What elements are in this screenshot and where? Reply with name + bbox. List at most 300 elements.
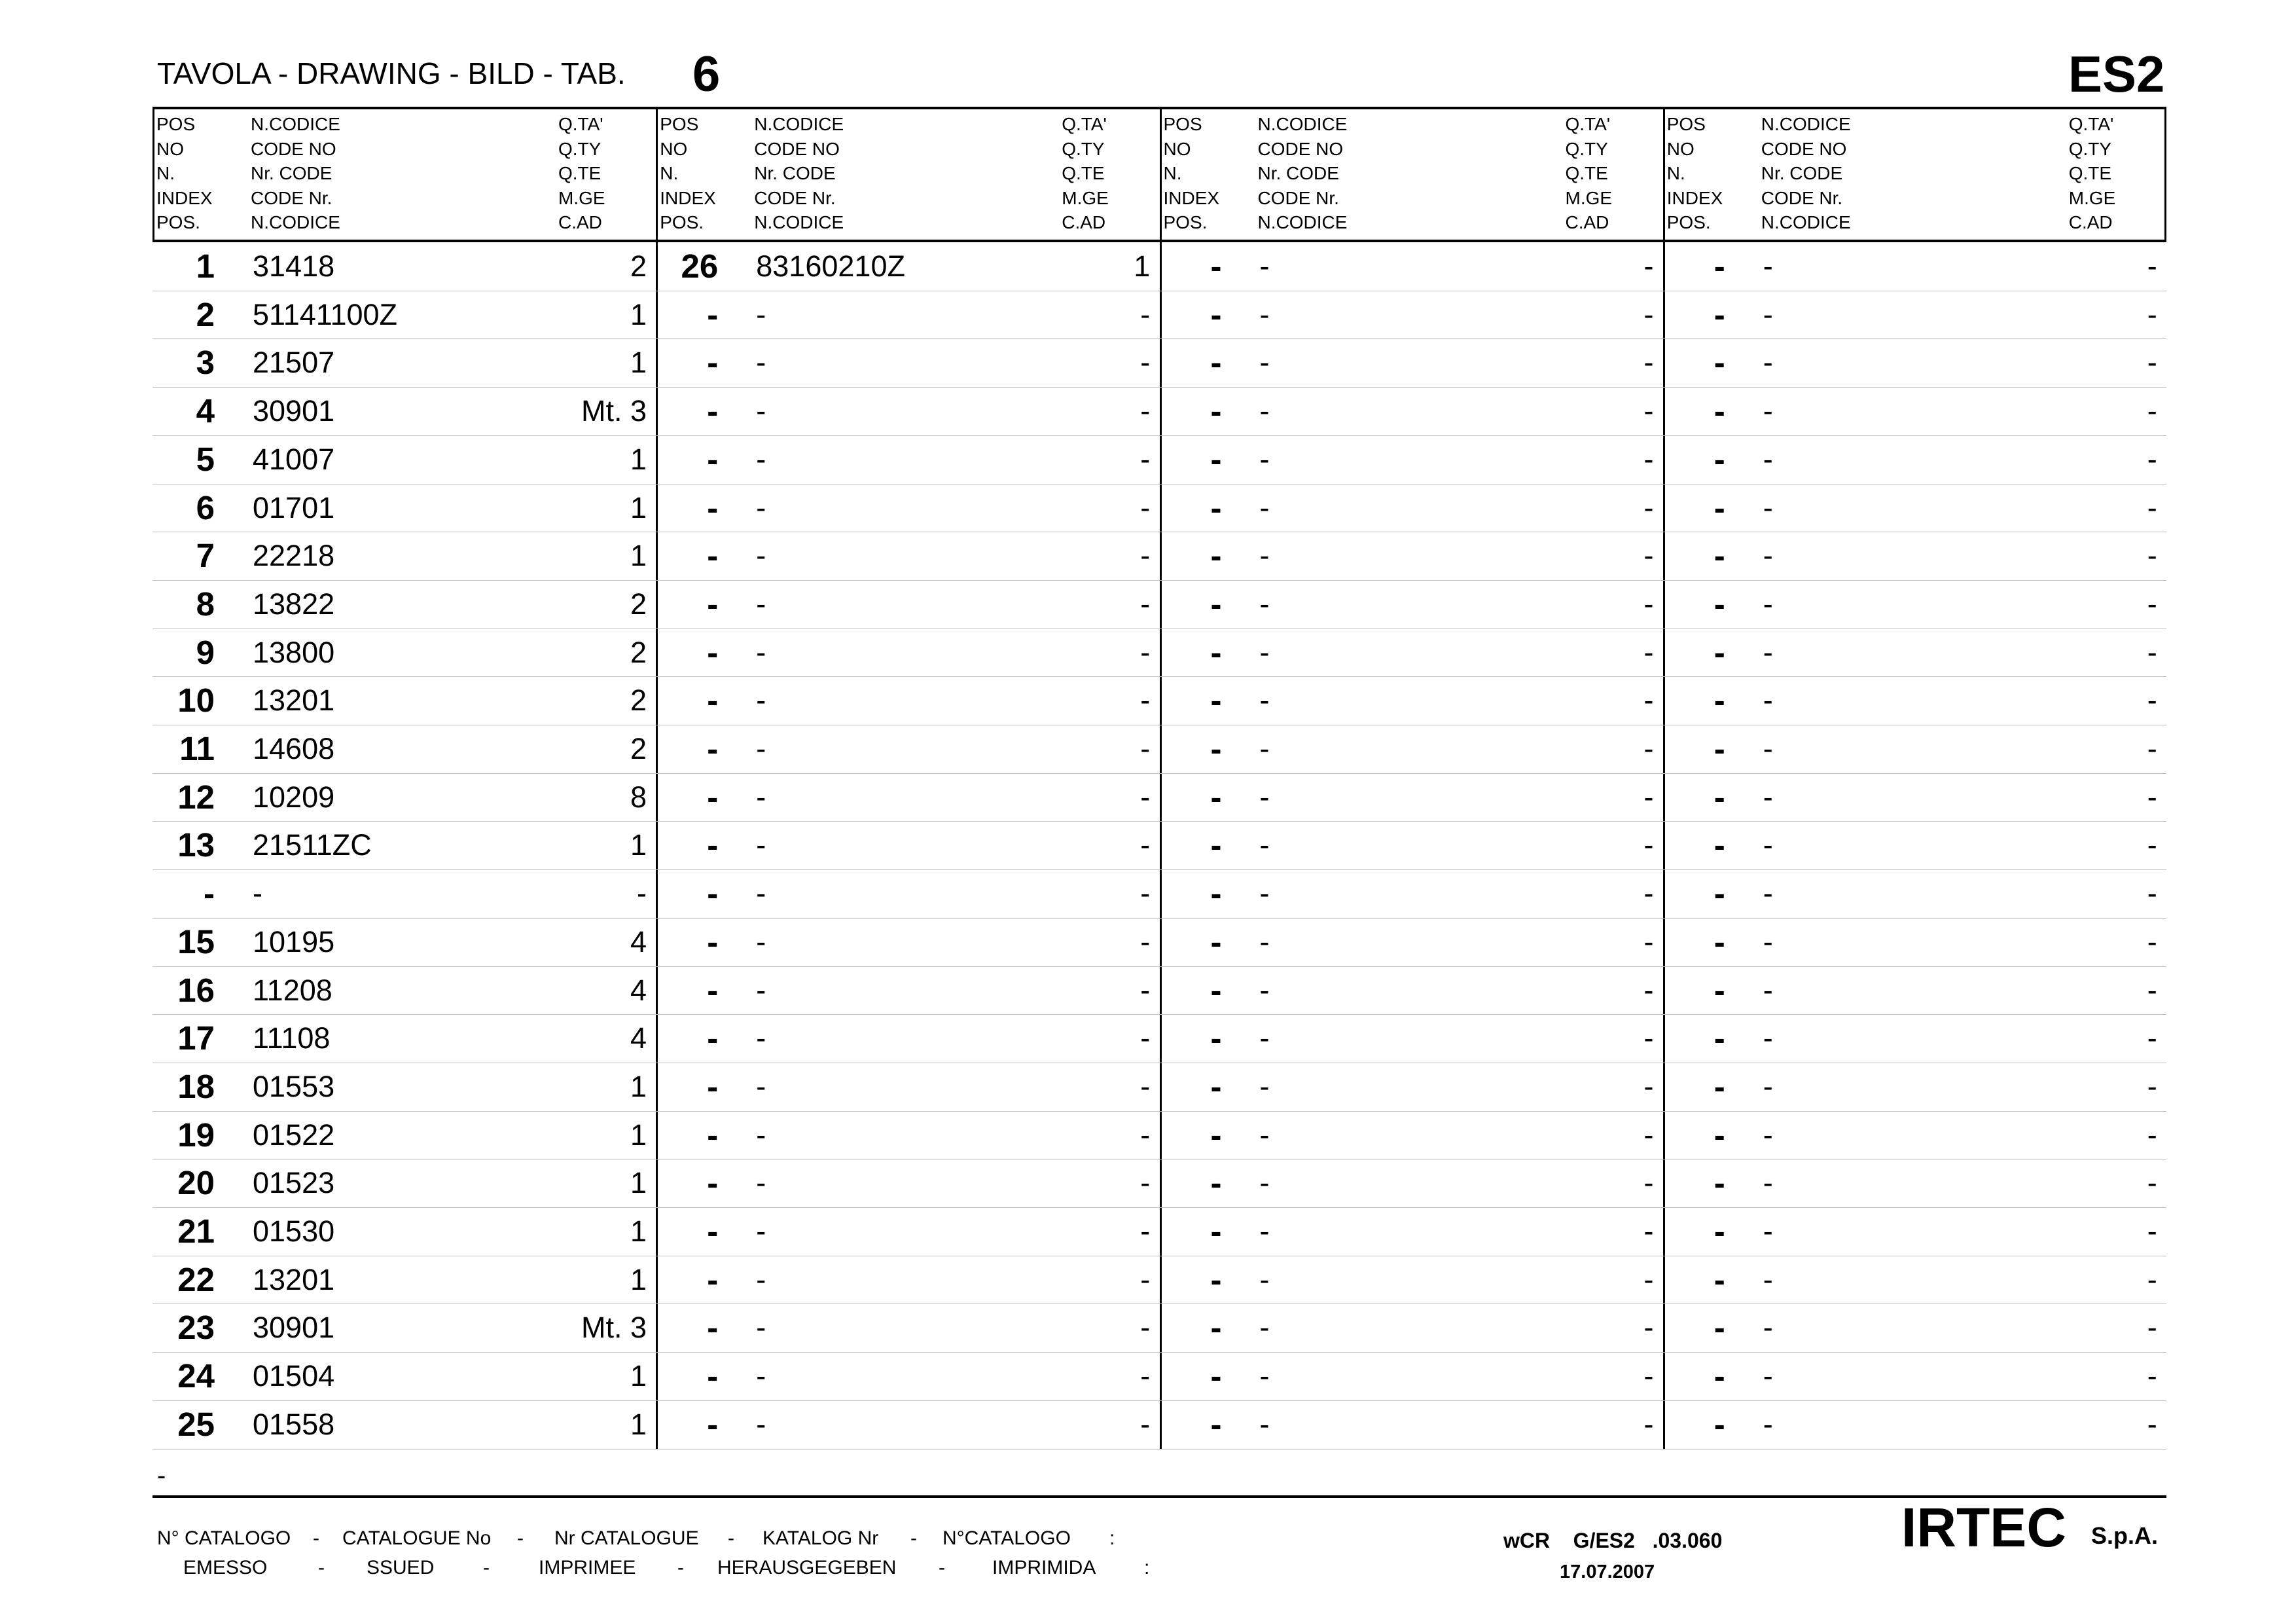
table-cell-pos: - [707,971,719,1009]
table-cell-qty: - [2147,490,2157,524]
table-cell-code: 01523 [253,1166,335,1200]
table-cell-qty: - [1140,684,1151,718]
table-cell-pos: - [707,826,719,864]
table-cell-pos: - [1713,1405,1725,1443]
table-cell-pos: 19 [177,1116,215,1154]
header-qty: Q.TY [1062,138,1105,159]
header-qty: C.AD [2068,212,2113,232]
table-cell-code: 13800 [253,635,335,669]
table-cell-code: - [1763,1021,1773,1055]
header-qty: Q.TY [2068,138,2112,159]
table-cell-qty: - [1140,346,1151,380]
table-cell-pos: - [707,488,719,526]
table-cell-qty: 1 [630,828,647,862]
table-cell-qty: - [1140,635,1151,669]
table-cell-pos: - [1210,682,1222,720]
table-cell-qty: - [1140,732,1151,765]
header-code: Nr. CODE [1761,163,1843,183]
table-cell-qty: - [1643,394,1654,428]
table-cell-code: - [1763,490,1773,524]
table-cell-qty: - [1140,1407,1151,1441]
table-cell-qty: 1 [630,490,647,524]
table-cell-code: - [1763,442,1773,476]
table-cell-code: 01553 [253,1069,335,1103]
table-cell-pos: - [1210,875,1222,913]
table-cell-qty: - [1643,1021,1654,1055]
table-cell-code: - [1763,828,1773,862]
table-cell-code: 21507 [253,346,335,380]
issued-label: HERAUSGEGEBEN [717,1557,897,1578]
table-cell-code: - [1259,684,1270,718]
catalog-label: N° CATALOGO [157,1527,291,1549]
table-cell-qty: 1 [630,1359,647,1393]
table-cell-pos: - [1210,971,1222,1009]
table-cell-code: - [1259,587,1270,621]
table-cell-pos: - [1713,633,1725,671]
table-cell-pos: - [1713,1116,1725,1154]
table-cell-pos: - [707,344,719,382]
table-cell-qty: - [2147,780,2157,814]
header-pos: POS [660,114,699,134]
table-cell-qty: 2 [630,732,647,765]
header-code: CODE Nr. [1257,187,1339,208]
table-cell-pos: 26 [681,247,719,285]
table-cell-qty: - [2147,635,2157,669]
table-cell-code: 10195 [253,924,335,958]
issued-label: IMPRIMIDA [992,1557,1096,1578]
footer-divider [152,1495,2166,1498]
table-cell-qty: 4 [630,1021,647,1055]
table-cell-code: 01530 [253,1214,335,1248]
catalog-label: - [517,1527,524,1549]
table-cell-code: - [1763,346,1773,380]
table-cell-pos: 24 [177,1357,215,1395]
table-cell-qty: 8 [630,780,647,814]
table-cell-pos: 8 [196,585,215,623]
header-qty: Q.TA' [1062,114,1107,134]
table-cell-code: - [756,539,766,573]
table-cell-pos: - [1210,1019,1222,1057]
header-qty: M.GE [558,187,605,208]
table-cell-pos: - [707,1309,719,1347]
table-cell-code: - [1259,490,1270,524]
header-pos: POS. [1163,212,1208,232]
table-cell-pos: - [707,730,719,767]
header-qty: M.GE [1565,187,1613,208]
table-cell-qty: - [1140,828,1151,862]
table-cell-qty: Mt. 3 [581,394,647,428]
table-cell-pos: 10 [177,682,215,720]
table-cell-pos: - [1210,1405,1222,1443]
table-cell-code: - [1259,924,1270,958]
table-cell-code: - [1259,1069,1270,1103]
table-cell-code: - [1763,394,1773,428]
table-cell-pos: - [1210,922,1222,960]
table-cell-pos: - [707,922,719,960]
header-pos: POS. [660,212,704,232]
table-cell-code: - [1259,394,1270,428]
header-pos: NO [1666,138,1695,159]
header-qty: C.AD [1062,212,1106,232]
table-cell-pos: 11 [179,730,215,767]
table-cell-qty: - [2147,442,2157,476]
notes-text: - [157,1461,166,1490]
table-cell-qty: - [1643,924,1654,958]
catalog-label: - [728,1527,734,1549]
table-cell-code: - [756,732,766,765]
table-cell-pos: - [1210,488,1222,526]
issued-label: EMESSO [183,1557,268,1578]
table-cell-code: - [1763,1069,1773,1103]
table-cell-qty: - [1643,490,1654,524]
table-cell-pos: - [1713,488,1725,526]
header-code: N.CODICE [251,114,340,134]
table-cell-code: - [756,1214,766,1248]
table-cell-pos: 1 [196,247,215,285]
table-cell-pos: 20 [177,1164,215,1202]
table-cell-qty: - [2147,394,2157,428]
table-cell-code: - [1763,1262,1773,1296]
table-cell-qty: - [2147,249,2157,283]
table-cell-pos: 18 [177,1067,215,1105]
table-cell-code: - [1763,249,1773,283]
table-cell-pos: - [707,1213,719,1250]
table-cell-pos: - [1713,826,1725,864]
table-cell-qty: - [1643,973,1654,1007]
table-cell-code: 10209 [253,780,335,814]
table-cell-qty: - [1643,1407,1654,1441]
table-cell-pos: 7 [196,537,215,575]
table-cell-qty: 1 [630,346,647,380]
header-code: CODE NO [1257,138,1344,159]
table-cell-code: 01522 [253,1118,335,1152]
table-cell-qty: - [2147,1021,2157,1055]
header-qty: Q.TE [1565,163,1608,183]
table-cell-code: 13201 [253,684,335,718]
header-code: CODE Nr. [754,187,836,208]
table-cell-pos: - [707,1067,719,1105]
table-cell-pos: - [1713,1019,1725,1057]
table-cell-code: - [756,1118,766,1152]
header-qty: C.AD [558,212,602,232]
table-cell-pos: - [707,1019,719,1057]
table-cell-pos: - [1713,730,1725,767]
table-cell-code: - [756,394,766,428]
header-code: N.CODICE [1761,212,1851,232]
company-logo-text: IRTEC [1901,1497,2066,1558]
table-cell-pos: 2 [196,295,215,333]
table-cell-pos: - [707,1260,719,1298]
header-code: N.CODICE [1257,212,1348,232]
parts-table [152,107,2166,1449]
table-cell-code: 51141100Z [253,297,398,331]
table-cell-code: - [756,1166,766,1200]
table-cell-code: - [756,1069,766,1103]
catalog-code: wCR G/ES2 .03.060 [1503,1529,1723,1552]
table-cell-pos: - [1210,247,1222,285]
table-cell-qty: Mt. 3 [581,1311,647,1345]
table-cell-qty: - [2147,924,2157,958]
table-cell-pos: - [707,537,719,575]
table-cell-pos: - [707,1116,719,1154]
issued-label: - [677,1557,684,1578]
table-cell-pos: - [1210,440,1222,478]
table-cell-code: 11208 [253,973,332,1007]
header-pos: POS [1163,114,1202,134]
header-code: Nr. CODE [251,163,332,183]
table-cell-pos: - [1210,1260,1222,1298]
issued-label: - [483,1557,490,1578]
table-cell-qty: - [1643,1214,1654,1248]
table-cell-code: 01558 [253,1407,335,1441]
header-qty: Q.TE [558,163,601,183]
table-cell-qty: - [1643,1166,1654,1200]
row-separator [152,1449,2166,1450]
header-pos: NO [156,138,184,159]
table-cell-pos: - [1713,247,1725,285]
header-pos: INDEX [1666,187,1723,208]
table-cell-pos: - [1713,778,1725,816]
table-cell-code: - [1763,780,1773,814]
issued-label: - [318,1557,325,1578]
table-cell-qty: - [1140,924,1151,958]
table-cell-code: - [756,346,766,380]
table-cell-pos: 13 [177,826,215,864]
table-cell-qty: - [1140,973,1151,1007]
table-cell-qty: - [1643,780,1654,814]
table-cell-qty: - [1140,442,1151,476]
issued-label: IMPRIMEE [539,1557,636,1578]
table-cell-code: - [756,973,766,1007]
table-cell-qty: - [2147,1166,2157,1200]
catalog-label: - [910,1527,917,1549]
table-cell-qty: - [1140,539,1151,573]
table-cell-pos: - [1210,1164,1222,1202]
table-cell-qty: - [1140,780,1151,814]
table-cell-pos: - [707,440,719,478]
table-cell-code: - [1259,1262,1270,1296]
header-pos: POS. [1666,212,1711,232]
header-pos: INDEX [660,187,716,208]
table-cell-code: - [1259,1021,1270,1055]
table-cell-code: 01504 [253,1359,335,1393]
table-cell-code: - [1259,732,1270,765]
table-cell-code: - [1763,1359,1773,1393]
header-pos: N. [156,163,175,183]
table-cell-pos: - [707,1164,719,1202]
table-cell-qty: 1 [630,1118,647,1152]
header-pos: N. [660,163,679,183]
table-cell-code: 13201 [253,1262,335,1296]
header-pos: NO [1163,138,1191,159]
table-cell-qty: - [1140,1359,1151,1393]
catalog-label: - [313,1527,319,1549]
table-cell-qty: - [1140,1262,1151,1296]
table-cell-pos: - [1210,1309,1222,1347]
header-code: N.CODICE [251,212,340,232]
table-cell-qty: - [1643,297,1654,331]
table-cell-pos: 16 [177,971,215,1009]
header-pos: POS [156,114,196,134]
table-cell-pos: - [1713,1067,1725,1105]
table-cell-qty: - [1643,1069,1654,1103]
table-cell-code: - [756,1407,766,1441]
table-cell-pos: 25 [177,1405,215,1443]
table-cell-pos: 9 [196,633,215,671]
table-cell-code: - [756,684,766,718]
table-cell-pos: - [1713,392,1725,430]
table-cell-code: 30901 [253,1311,335,1345]
table-cell-pos: - [1210,537,1222,575]
table-cell-qty: 4 [630,924,647,958]
table-cell-qty: - [1140,1118,1151,1152]
table-cell-code: - [1259,877,1270,911]
table-cell-qty: - [2147,1214,2157,1248]
header-qty: Q.TE [1062,163,1105,183]
table-cell-pos: - [707,1405,719,1443]
table-cell-code: 22218 [253,539,335,573]
table-cell-code: - [1259,1214,1270,1248]
table-cell-qty: - [1643,1359,1654,1393]
table-cell-pos: - [1210,1116,1222,1154]
table-cell-pos: - [1210,826,1222,864]
table-cell-qty: 4 [630,973,647,1007]
table-cell-code: - [756,1021,766,1055]
header-pos: POS. [156,212,200,232]
table-cell-qty: - [1140,1311,1151,1345]
table-cell-pos: 23 [177,1309,215,1347]
table-cell-code: - [1763,973,1773,1007]
table-cell-code: - [1259,249,1270,283]
table-cell-pos: - [1713,1357,1725,1395]
table-cell-pos: - [1713,1260,1725,1298]
table-cell-pos: - [1210,295,1222,333]
table-cell-qty: - [1643,1262,1654,1296]
header-code: N.CODICE [754,212,844,232]
table-cell-code: - [756,297,766,331]
catalog-label: CATALOGUE No [342,1527,492,1549]
table-cell-pos: - [1713,295,1725,333]
header-code: Nr. CODE [754,163,836,183]
header-code: N.CODICE [1761,114,1851,134]
table-cell-qty: - [2147,587,2157,621]
table-cell-qty: 1 [630,1262,647,1296]
header-qty: Q.TY [558,138,601,159]
table-cell-qty: - [2147,684,2157,718]
table-cell-pos: - [1210,730,1222,767]
table-cell-pos: 17 [177,1019,215,1057]
table-cell-pos: - [1210,633,1222,671]
table-cell-pos: - [707,1357,719,1395]
table-cell-qty: - [2147,539,2157,573]
table-cell-code: - [756,490,766,524]
header-qty: Q.TA' [2068,114,2114,134]
table-cell-pos: - [707,295,719,333]
table-cell-pos: - [707,875,719,913]
table-cell-code: - [1259,539,1270,573]
table-cell-code: 41007 [253,442,335,476]
table-cell-code: - [1763,635,1773,669]
header-qty: M.GE [2068,187,2116,208]
table-cell-qty: - [637,877,647,911]
header-pos: POS [1666,114,1706,134]
table-cell-code: - [756,635,766,669]
table-cell-code: - [756,1262,766,1296]
table-cell-qty: - [2147,1262,2157,1296]
header-pos: INDEX [156,187,213,208]
header-qty: Q.TE [2068,163,2112,183]
table-cell-qty: - [1643,587,1654,621]
table-cell-pos: 5 [196,440,215,478]
table-cell-qty: 2 [630,684,647,718]
table-cell-code: - [1259,297,1270,331]
table-cell-code: - [1259,1118,1270,1152]
header-pos: NO [660,138,688,159]
table-cell-code: - [1259,442,1270,476]
table-cell-pos: - [1713,922,1725,960]
page-title: TAVOLA - DRAWING - BILD - TAB. [157,56,626,90]
table-cell-code: - [1259,346,1270,380]
table-cell-pos: - [1713,1213,1725,1250]
table-cell-qty: 1 [630,1214,647,1248]
table-cell-code: - [1259,1407,1270,1441]
table-cell-qty: - [1643,877,1654,911]
catalog-label: KATALOG Nr [762,1527,879,1549]
table-cell-qty: - [1140,1021,1151,1055]
table-cell-qty: - [2147,1118,2157,1152]
table-cell-qty: 1 [630,1166,647,1200]
header-code: CODE NO [754,138,840,159]
table-cell-qty: 1 [630,1069,647,1103]
table-cell-qty: - [2147,297,2157,331]
table-cell-pos: - [1713,344,1725,382]
table-cell-qty: - [1643,684,1654,718]
issue-date: 17.07.2007 [1560,1561,1655,1582]
table-cell-code: 11108 [253,1021,331,1055]
table-cell-code: 21511ZC [253,828,372,862]
table-cell-qty: - [1140,1069,1151,1103]
table-cell-qty: - [1643,828,1654,862]
table-cell-code: - [756,442,766,476]
table-cell-qty: - [1643,1118,1654,1152]
table-cell-code: 14608 [253,732,335,765]
table-cell-pos: - [1713,440,1725,478]
header-code: Nr. CODE [1257,163,1339,183]
table-cell-code: - [1763,297,1773,331]
table-cell-pos: - [1210,778,1222,816]
catalog-label: N°CATALOGO [942,1527,1071,1549]
table-cell-qty: 2 [630,587,647,621]
table-cell-code: - [756,587,766,621]
table-cell-pos: - [1713,1309,1725,1347]
catalog-label: Nr CATALOGUE [554,1527,699,1549]
table-cell-pos: - [707,633,719,671]
table-cell-code: - [1259,1166,1270,1200]
table-cell-pos: - [1210,1357,1222,1395]
table-cell-code: - [1259,1311,1270,1345]
table-cell-qty: 1 [630,539,647,573]
table-cell-code: - [253,877,262,911]
catalog-label: : [1109,1527,1115,1549]
table-cell-code: - [1259,780,1270,814]
table-cell-code: 83160210Z [756,249,905,283]
table-cell-code: - [756,924,766,958]
table-cell-qty: 1 [1134,249,1151,283]
table-cell-qty: - [1140,394,1151,428]
table-cell-code: - [1763,924,1773,958]
table-cell-qty: - [1643,732,1654,765]
header-pos: N. [1666,163,1685,183]
